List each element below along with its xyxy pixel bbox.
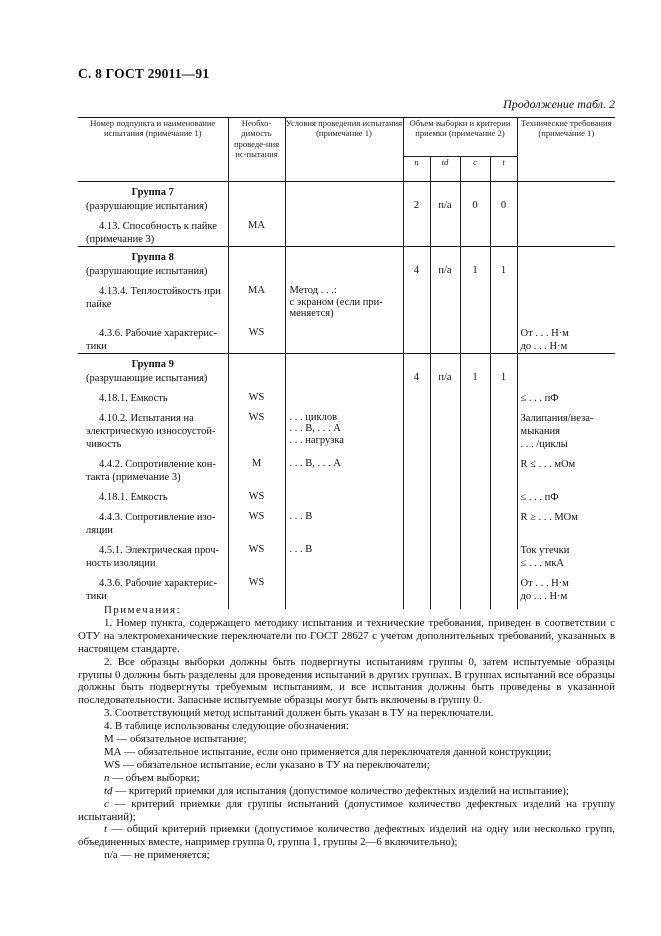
description-line: 4.5.1. Электрическая проч-: [99, 544, 220, 556]
test-row: [78, 451, 615, 484]
condition-line: Метод . . .:: [289, 285, 337, 296]
test-row: [78, 570, 615, 603]
necessity-code: М: [228, 451, 285, 484]
table-continuation-label: Продолжение табл. 2: [503, 97, 615, 111]
description-line: 4.4.2. Сопротивление кон-: [99, 458, 216, 470]
tech-requirements: [517, 385, 615, 405]
test-description: [78, 405, 228, 451]
sample-n: 4: [403, 372, 430, 385]
group-title: Группа 9: [78, 353, 228, 372]
condition-line: . . . В: [289, 510, 313, 522]
condition-line: . . . В, . . . А: [289, 457, 341, 469]
empty-cell: [430, 484, 460, 504]
legend-c: c — критерий приемки для группы испытаний (допустимое количество дефектных изделий на группу испытаний);: [78, 797, 615, 823]
header-c: c: [460, 157, 490, 182]
description-line: 4.3.6. Рабочие характерис-: [99, 577, 218, 589]
legend-td: td — критерий приемки для испытания (допустимое количество дефектных изделий на испытание);: [104, 784, 569, 797]
notes-heading: Примечания:: [104, 604, 182, 616]
empty-cell: [403, 451, 430, 484]
test-conditions: [285, 570, 403, 603]
empty-cell: [403, 504, 430, 537]
description-line: такта (примечание 3): [86, 471, 181, 483]
description-line: ность изоляции: [86, 557, 156, 569]
note-3: 3. Соответствующий метод испытаний должен быть указан в ТУ на переключатели.: [104, 707, 494, 720]
legend-ws: WS — обязательное испытание, если указано в ТУ на переключатели;: [104, 758, 430, 771]
empty-cell: [430, 504, 460, 537]
test-description: [78, 537, 228, 570]
empty-cell: [403, 213, 430, 247]
condition-line: меняется): [289, 308, 334, 319]
test-description: [78, 320, 228, 354]
empty-cell: [430, 320, 460, 354]
tech-requirements: [517, 451, 615, 484]
empty-cell: [490, 182, 517, 201]
notes-section: [78, 604, 615, 862]
test-description: [78, 504, 228, 537]
empty-cell: [490, 484, 517, 504]
header-n: n: [403, 157, 430, 182]
tech-line: мыкания: [520, 425, 560, 437]
group-type-row: [78, 200, 615, 213]
header-tech: Технические требования (примечание 1): [517, 118, 615, 182]
description-line: 4.13. Способность к пайке: [99, 221, 217, 232]
legend-n-symbol: n: [104, 771, 110, 784]
empty-cell: [285, 353, 403, 372]
condition-line: . . . нагрузка: [289, 434, 344, 446]
empty-cell: [430, 405, 460, 451]
empty-cell: [490, 570, 517, 603]
empty-cell: [460, 484, 490, 504]
legend-td-symbol: td: [104, 784, 113, 797]
group-title-row: [78, 353, 615, 372]
empty-cell: [490, 537, 517, 570]
empty-cell: [285, 372, 403, 385]
test-conditions: [285, 278, 403, 320]
empty-cell: [285, 265, 403, 278]
test-description: [78, 213, 228, 247]
empty-cell: [430, 570, 460, 603]
tech-line: Залипания/неза-: [520, 412, 594, 424]
sample-c: 1: [460, 265, 490, 278]
legend-ma: МА — обязательное испытание, если оно применяется для переключателя данной конструкции;: [104, 745, 552, 758]
legend-t: t — общий критерий приемки (допустимое количество дефектных изделий на одну или несколько групп, объединенных вместе, например группа 0, группа 1, группы 2—6 включительно);: [78, 823, 615, 849]
tech-line: . . . /циклы: [520, 438, 568, 450]
empty-cell: [517, 353, 615, 372]
sample-c: 0: [460, 200, 490, 213]
empty-cell: [285, 247, 403, 266]
legend-n: n — объем выборки;: [104, 771, 200, 784]
tech-line: Ток утечки: [520, 544, 570, 556]
tech-requirements: [517, 484, 615, 504]
empty-cell: [490, 504, 517, 537]
sample-td: п/а: [430, 265, 460, 278]
group-type: (разрушающие испытания): [86, 201, 208, 212]
test-row: [78, 504, 615, 537]
empty-cell: [460, 451, 490, 484]
header-item: Номер подпункта и наименование испытания (примечание 1): [78, 118, 228, 182]
tech-requirements: [517, 405, 615, 451]
tech-requirements: [517, 537, 615, 570]
group-title-row: [78, 182, 615, 201]
empty-cell: [228, 353, 285, 372]
description-line: 4.18.1. Емкость: [99, 491, 168, 503]
tech-line: до . . . Н·м: [520, 340, 568, 352]
legend-pa: п/а — не применяется;: [104, 849, 210, 862]
empty-cell: [403, 247, 430, 266]
empty-cell: [517, 200, 615, 213]
empty-cell: [430, 182, 460, 201]
test-row: [78, 537, 615, 570]
empty-cell: [228, 182, 285, 201]
empty-cell: [460, 570, 490, 603]
group-type-row: [78, 265, 615, 278]
description-line: электрическую износоустой-: [86, 425, 216, 437]
empty-cell: [517, 182, 615, 201]
header-td: td: [430, 157, 460, 182]
test-row: [78, 213, 615, 247]
note-1: 1. Номер пункта, содержащего методику испытания и технические требования, приведен в соответствии с ОТУ на электромеханические переключатели по ГОСТ 28627 с учетом дополнительных требований, указанных в настоящем стандарте.: [78, 616, 615, 655]
empty-cell: [490, 405, 517, 451]
necessity-code: WS: [228, 537, 285, 570]
test-conditions: [285, 213, 403, 247]
test-conditions: [285, 320, 403, 354]
test-conditions: [285, 451, 403, 484]
tech-line: R ≤ . . . мОм: [520, 458, 576, 470]
group-type: (разрушающие испытания): [86, 372, 208, 384]
tech-line: до . . . Н·м: [520, 590, 568, 602]
test-description: [78, 451, 228, 484]
test-conditions: [285, 405, 403, 451]
tech-line: ≤ . . . мкА: [520, 557, 565, 569]
empty-cell: [460, 320, 490, 354]
group-title: Группа 8: [78, 247, 228, 266]
empty-cell: [403, 537, 430, 570]
test-row: [78, 484, 615, 504]
sample-td: п/а: [430, 200, 460, 213]
description-line: ляции: [86, 524, 113, 536]
empty-cell: [460, 182, 490, 201]
sample-td: п/а: [430, 372, 460, 385]
group-type-row: [78, 372, 615, 385]
header-t: t: [490, 157, 517, 182]
empty-cell: [403, 405, 430, 451]
empty-cell: [228, 200, 285, 213]
header-necessity: Необхо-димость проведе-ния ис-пытания: [228, 118, 285, 182]
tech-line: ≤ . . . пФ: [520, 491, 559, 503]
empty-cell: [228, 247, 285, 266]
sample-t: 1: [490, 372, 517, 385]
empty-cell: [403, 320, 430, 354]
description-line: тики: [86, 340, 107, 352]
tech-requirements: [517, 320, 615, 354]
empty-cell: [460, 353, 490, 372]
tech-line: R ≥ . . . МОм: [520, 511, 578, 523]
test-row: [78, 320, 615, 354]
necessity-code: WS: [228, 484, 285, 504]
sample-n: 4: [403, 265, 430, 278]
legend-c-symbol: c: [104, 797, 109, 810]
empty-cell: [430, 353, 460, 372]
group-title-row: [78, 247, 615, 266]
test-description: [78, 484, 228, 504]
description-line: 4.13.4. Теплостойкость при: [99, 286, 221, 297]
note-2: 2. Все образцы выборки должны быть подвергнуты испытаниям группы 0, затем испытуемые образцы группы 0 должны быть разделены для проведения испытаний в других группах. В группах испытаний все образцы должны быть подвергнуты требуемым испытаниям, и все испытания должны быть проведены в указанной последовательности. Запасные испытуемые образцы могут быть включены в группу 0.: [78, 655, 615, 707]
group-type: (разрушающие испытания): [86, 266, 208, 277]
sample-t: 0: [490, 200, 517, 213]
necessity-code: МА: [228, 213, 285, 247]
empty-cell: [490, 385, 517, 405]
empty-cell: [517, 265, 615, 278]
empty-cell: [460, 504, 490, 537]
condition-line: . . . циклов: [289, 411, 338, 423]
empty-cell: [460, 405, 490, 451]
empty-cell: [228, 265, 285, 278]
description-line: 4.3.6. Рабочие характерис-: [99, 327, 218, 339]
header-conditions: Условия проведения испытания (примечание 1): [285, 118, 403, 182]
header-sample: Объем выборки и критерии приемки (примечание 2): [403, 118, 517, 157]
sample-c: 1: [460, 372, 490, 385]
empty-cell: [228, 372, 285, 385]
necessity-code: WS: [228, 385, 285, 405]
empty-cell: [490, 353, 517, 372]
empty-cell: [490, 213, 517, 247]
empty-cell: [403, 570, 430, 603]
empty-cell: [517, 247, 615, 266]
necessity-code: WS: [228, 570, 285, 603]
description-line: 4.4.3. Сопротивление изо-: [99, 511, 216, 523]
description-line: (примечание 3): [86, 234, 155, 245]
empty-cell: [490, 247, 517, 266]
empty-cell: [460, 247, 490, 266]
empty-cell: [517, 372, 615, 385]
test-conditions: [285, 484, 403, 504]
group-title: Группа 7: [78, 182, 228, 201]
test-row: [78, 405, 615, 451]
legend-t-symbol: t: [104, 823, 108, 836]
tech-requirements: [517, 504, 615, 537]
test-conditions: [285, 504, 403, 537]
empty-cell: [460, 537, 490, 570]
empty-cell: [403, 484, 430, 504]
empty-cell: [430, 385, 460, 405]
empty-cell: [490, 451, 517, 484]
test-description: [78, 278, 228, 320]
empty-cell: [430, 278, 460, 320]
condition-line: с экраном (если при-: [289, 296, 383, 308]
tech-requirements: [517, 213, 615, 247]
test-table: [78, 117, 615, 609]
empty-cell: [460, 278, 490, 320]
description-line: 4.10.2. Испытания на: [99, 412, 194, 424]
condition-line: . . . В, . . . А: [289, 423, 341, 434]
note-4: 4. В таблице использованы следующие обозначения:: [104, 720, 349, 733]
empty-cell: [285, 200, 403, 213]
necessity-code: WS: [228, 504, 285, 537]
empty-cell: [430, 213, 460, 247]
empty-cell: [490, 278, 517, 320]
description-line: чивость: [86, 438, 122, 450]
sample-n: 2: [403, 200, 430, 213]
necessity-code: WS: [228, 405, 285, 451]
empty-cell: [430, 537, 460, 570]
empty-cell: [403, 278, 430, 320]
empty-cell: [403, 182, 430, 201]
tech-requirements: [517, 278, 615, 320]
tech-line: От . . . Н·м: [520, 577, 569, 589]
description-line: тики: [86, 590, 107, 602]
necessity-code: WS: [228, 320, 285, 354]
description-line: 4.18.1. Емкость: [99, 392, 168, 404]
condition-line: . . . В: [289, 543, 313, 555]
empty-cell: [430, 451, 460, 484]
test-row: [78, 278, 615, 320]
empty-cell: [460, 385, 490, 405]
empty-cell: [285, 182, 403, 201]
necessity-code: МА: [228, 278, 285, 320]
test-row: [78, 385, 615, 405]
tech-requirements: [517, 570, 615, 603]
tech-line: От . . . Н·м: [520, 327, 569, 339]
test-conditions: [285, 385, 403, 405]
test-conditions: [285, 537, 403, 570]
empty-cell: [430, 247, 460, 266]
sample-t: 1: [490, 265, 517, 278]
test-description: [78, 385, 228, 405]
tech-line: ≤ . . . пФ: [520, 392, 559, 404]
empty-cell: [403, 353, 430, 372]
test-description: [78, 570, 228, 603]
empty-cell: [460, 213, 490, 247]
empty-cell: [490, 320, 517, 354]
page-header: С. 8 ГОСТ 29011—91: [78, 66, 210, 81]
description-line: пайке: [86, 299, 112, 310]
empty-cell: [403, 385, 430, 405]
legend-m: М — обязательное испытание;: [104, 733, 247, 746]
